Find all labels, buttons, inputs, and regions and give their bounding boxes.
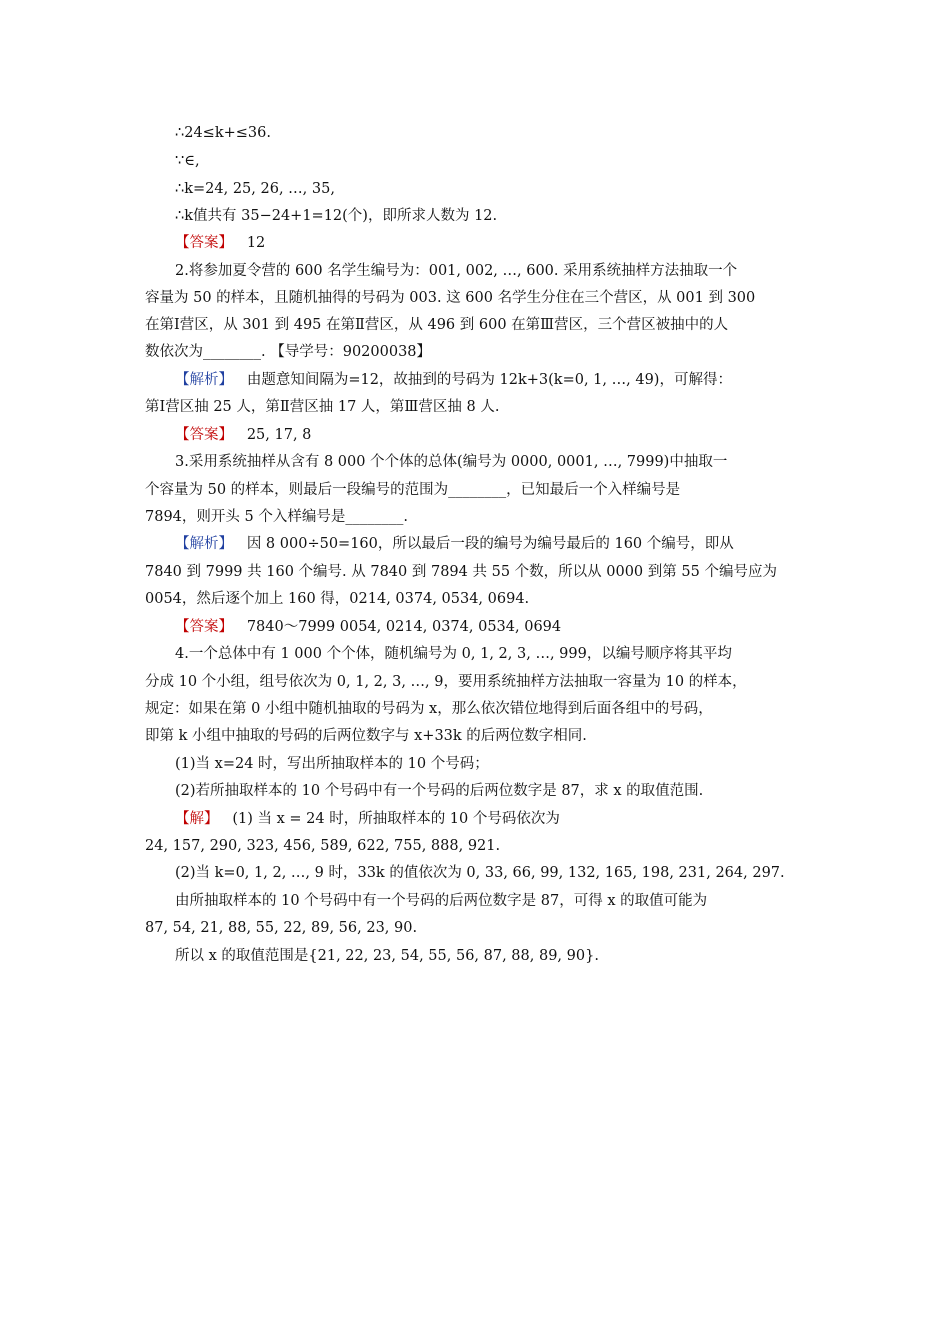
answer-tag: 【答案】 xyxy=(175,619,233,635)
solution-line xyxy=(175,809,810,829)
question-line: (1)当 x=24 时，写出所抽取样本的 10 个号码； xyxy=(175,756,489,772)
question-line: 数依次为________. 【导学号：90200038】 xyxy=(145,344,432,360)
solution-line: 24, 157, 290, 323, 456, 589, 622, 755, 888, 921. xyxy=(145,838,501,854)
question-line: 个容量为 50 的样本，则最后一段编号的范围为________，已知最后一个入样编号是 xyxy=(145,482,681,498)
analysis-text: 因 8 000÷50=160，所以最后一段的编号为编号最后的 160 个编号，即从 xyxy=(246,536,734,552)
solution-tag: 【解】 xyxy=(175,811,219,827)
question-line: 在第Ⅰ营区，从 301 到 495 在第Ⅱ营区，从 496 到 600 在第Ⅲ营区，三个营区被抽中的人 xyxy=(145,317,729,333)
analysis-line xyxy=(175,534,810,554)
solution-line: ∴24≤k+≤36. xyxy=(175,125,271,141)
analysis-text: 由题意知间隔为=12，故抽到的号码为 12k+3(k=0, 1, …, 49)，可解得： xyxy=(246,372,732,388)
solution-text: (1) 当 x = 24 时，所抽取样本的 10 个号码依次为 xyxy=(232,811,560,827)
analysis-line: 7840 到 7999 共 160 个编号. 从 7840 到 7894 共 55 个数，所以从 0000 到第 55 个编号应为 xyxy=(145,564,777,580)
solution-line: ∴k=24, 25, 26, …, 35, xyxy=(175,181,335,197)
analysis-tag: 【解析】 xyxy=(175,372,233,388)
analysis-line: 第Ⅰ营区抽 25 人，第Ⅱ营区抽 17 人，第Ⅲ营区抽 8 人. xyxy=(145,399,500,415)
answer-line xyxy=(175,233,810,253)
question-line: 4.一个总体中有 1 000 个个体，随机编号为 0, 1, 2, 3, …, 999，以编号顺序将其平均 xyxy=(175,646,732,662)
answer-value: 12 xyxy=(246,235,266,251)
analysis-tag: 【解析】 xyxy=(175,536,233,552)
analysis-line xyxy=(175,370,810,390)
answer-tag: 【答案】 xyxy=(175,235,233,251)
question-line: 规定：如果在第 0 小组中随机抽取的号码为 x，那么依次错位地得到后面各组中的号码， xyxy=(145,701,713,717)
question-line: 7894，则开头 5 个入样编号是________. xyxy=(145,509,408,525)
question-line: 容量为 50 的样本，且随机抽得的号码为 003. 这 600 名学生分住在三个营区，从 001 到 300 xyxy=(145,290,756,306)
answer-line xyxy=(175,617,810,637)
answer-tag: 【答案】 xyxy=(175,427,233,443)
question-line: 分成 10 个小组，组号依次为 0, 1, 2, 3, …, 9，要用系统抽样方法抽取一容量为 10 的样本， xyxy=(145,674,747,690)
solution-line: 87, 54, 21, 88, 55, 22, 89, 56, 23, 90. xyxy=(145,920,418,936)
question-line: (2)若所抽取样本的 10 个号码中有一个号码的后两位数字是 87，求 x 的取值范围. xyxy=(175,783,704,799)
solution-line: 所以 x 的取值范围是{21, 22, 23, 54, 55, 56, 87, 88, 89, 90}. xyxy=(175,948,599,964)
solution-line: ∵∈, xyxy=(175,153,200,169)
solution-line: 由所抽取样本的 10 个号码中有一个号码的后两位数字是 87，可得 x 的取值可能为 xyxy=(175,893,708,909)
solution-line: ∴k值共有 35−24+1=12(个)，即所求人数为 12. xyxy=(175,208,498,224)
analysis-line: 0054，然后逐个加上 160 得，0214, 0374, 0534, 0694. xyxy=(145,591,530,607)
question-line: 2.将参加夏令营的 600 名学生编号为：001, 002, …, 600. 采用系统抽样方法抽取一个 xyxy=(175,263,738,279)
answer-line xyxy=(175,425,810,445)
solution-line: (2)当 k=0, 1, 2, …, 9 时，33k 的值依次为 0, 33, 66, 99, 132, 165, 198, 231, 264, 297. xyxy=(175,865,785,881)
answer-value: 25, 17, 8 xyxy=(246,427,312,443)
question-line: 3.采用系统抽样从含有 8 000 个个体的总体(编号为 0000, 0001, …, 7999)中抽取一 xyxy=(175,454,728,470)
answer-value: 7840～7999 0054, 0214, 0374, 0534, 0694 xyxy=(246,619,562,635)
question-line: 即第 k 小组中抽取的号码的后两位数字与 x+33k 的后两位数字相同. xyxy=(145,728,587,744)
